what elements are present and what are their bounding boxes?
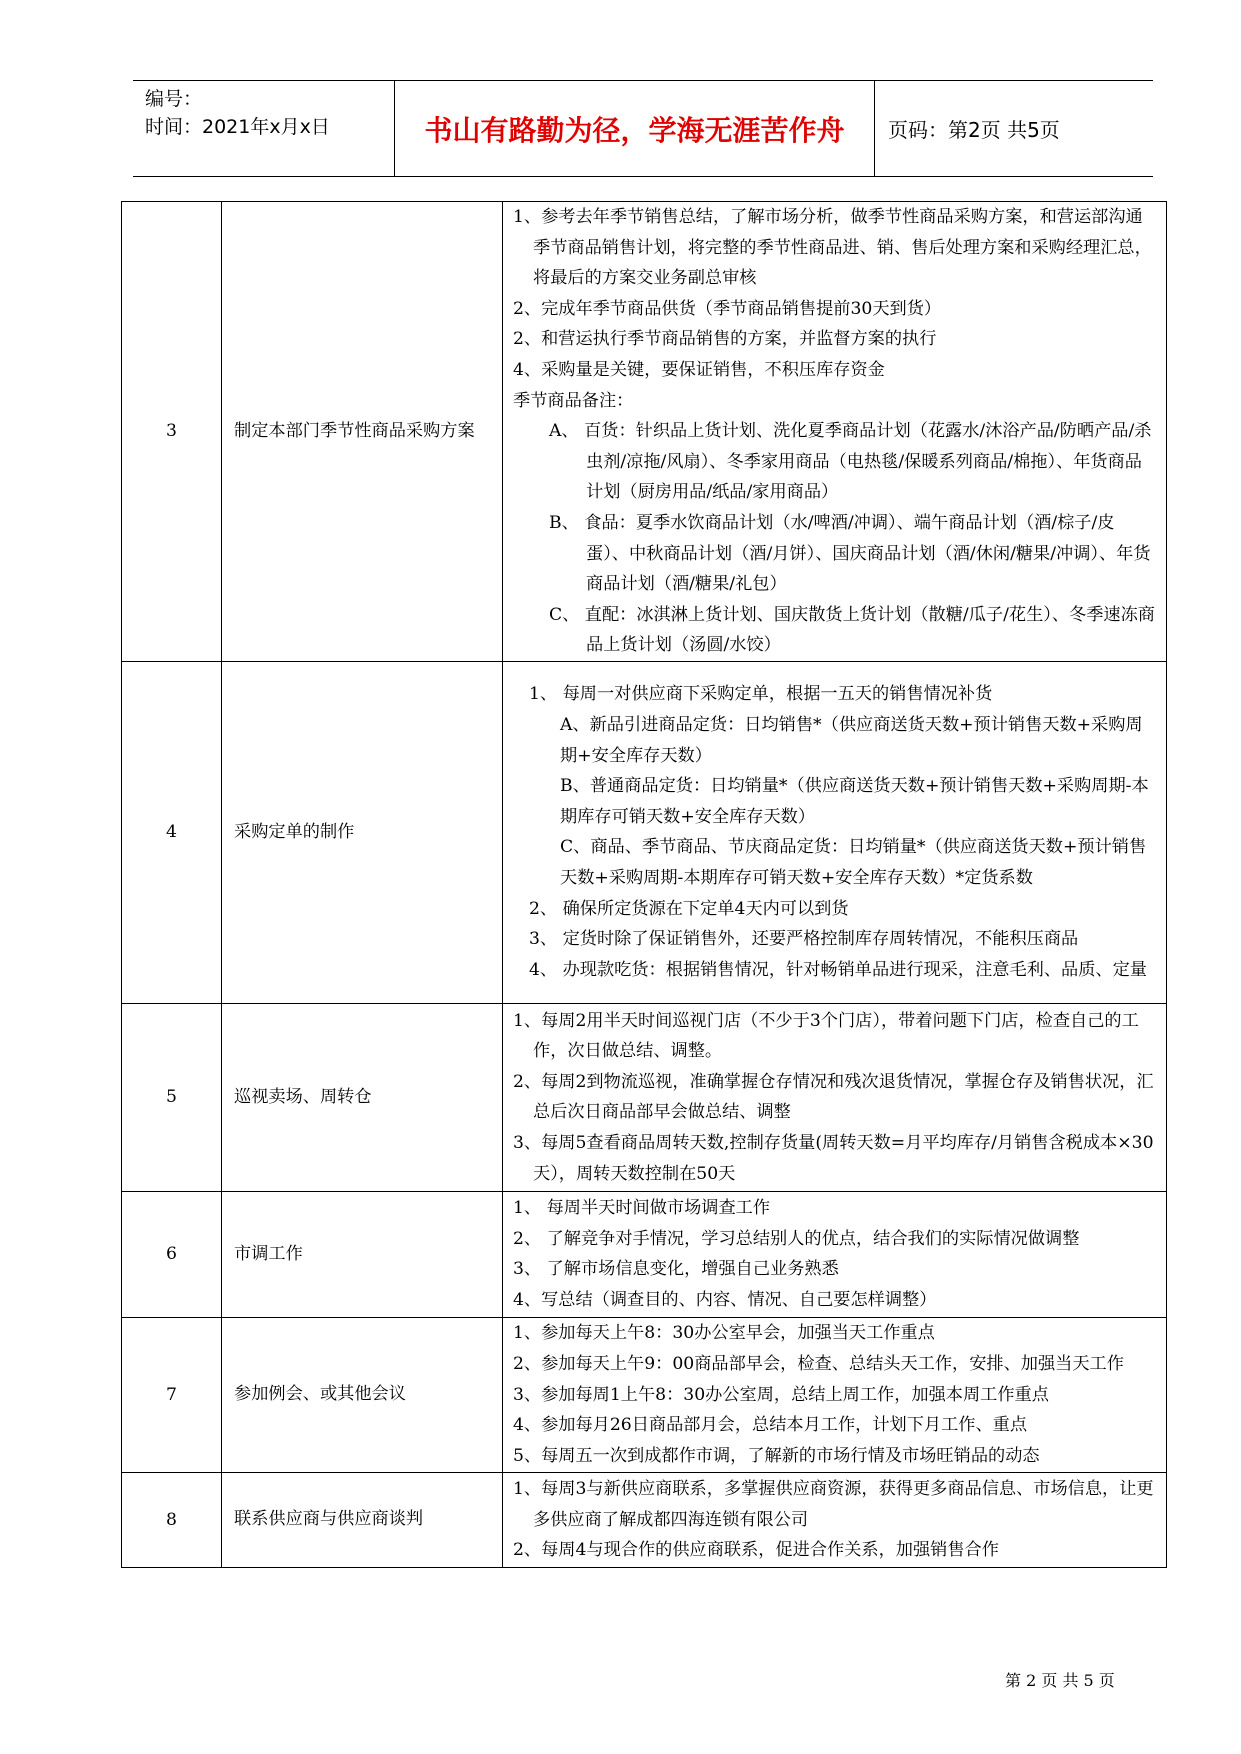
table-row <box>122 1191 1167 1317</box>
row-number: 4 <box>122 661 222 1003</box>
duty-table <box>121 201 1167 1568</box>
table-row <box>122 1003 1167 1191</box>
content-line: 1、 每周一对供应商下采购定单，根据一五天的销售情况补货 <box>529 684 993 705</box>
row-number: 8 <box>122 1472 222 1567</box>
row-title: 采购定单的制作 <box>222 661 503 1003</box>
row-title: 巡视卖场、周转仓 <box>222 1003 503 1191</box>
content-line: C、商品、季节商品、节庆商品定货：日均销量*（供应商送货天数+预计销售天数+采购周期-本期库存可销天数+安全库存天数）*定货系数 <box>560 837 1147 888</box>
content-line: 5、每周五一次到成都作市调，了解新的市场行情及市场旺销品的动态 <box>513 1445 1040 1466</box>
content-line: 2、每周4与现合作的供应商联系，促进合作关系，加强销售合作 <box>513 1540 999 1561</box>
content-line: 1、每周3与新供应商联系，多掌握供应商资源，获得更多商品信息、市场信息，让更多供应商了解成都四海连锁有限公司 <box>513 1479 1154 1530</box>
row-title: 市调工作 <box>222 1191 503 1317</box>
content-line: 2、和营运执行季节商品销售的方案，并监督方案的执行 <box>513 329 937 350</box>
content-line: 3、参加每周1上午8：30办公室周，总结上周工作，加强本周工作重点 <box>513 1384 1049 1405</box>
row-content <box>503 1191 1167 1317</box>
content-line: B、 食品：夏季水饮商品计划（水/啤酒/冲调）、端午商品计划（酒/棕子/皮蛋）、中秋商品计划（酒/月饼）、国庆商品计划（酒/休闲/糖果/冲调）、年货商品计划（酒/糖果/礼包） <box>549 512 1151 595</box>
header-motto: 书山有路勤为径，学海无涯苦作舟 <box>394 81 875 176</box>
content-line: 2、 了解竞争对手情况，学习总结别人的优点，结合我们的实际情况做调整 <box>513 1228 1080 1249</box>
row-number: 5 <box>122 1003 222 1191</box>
row-title: 联系供应商与供应商谈判 <box>222 1472 503 1567</box>
table-row <box>122 661 1167 1003</box>
content-line: 2、 确保所定货源在下定单4天内可以到货 <box>529 898 849 919</box>
content-line: A、新品引进商品定货：日均销售*（供应商送货天数+预计销售天数+采购周期+安全库存天数） <box>560 715 1143 766</box>
row-title: 制定本部门季节性商品采购方案 <box>222 202 503 662</box>
content-line: C、 直配：冰淇淋上货计划、国庆散货上货计划（散糖/瓜子/花生）、冬季速冻商品上货计划（汤圆/水饺） <box>549 604 1155 656</box>
content-line: 1、参加每天上午8：30办公室早会，加强当天工作重点 <box>513 1323 935 1344</box>
content-line: 4、写总结（调查目的、内容、情况、自己要怎样调整） <box>513 1290 937 1310</box>
row-number: 6 <box>122 1191 222 1317</box>
row-number: 7 <box>122 1317 222 1472</box>
content-line: 2、参加每天上午9：00商品部早会，检查、总结头天工作，安排、加强当天工作 <box>513 1354 1124 1375</box>
header-page-info: 页码：第2页 共5页 <box>888 118 1060 142</box>
content-line: 3、 了解市场信息变化，增强自己业务熟悉 <box>513 1259 839 1280</box>
content-line: 1、 每周半天时间做市场调查工作 <box>513 1198 771 1219</box>
content-line: 4、 办现款吃货：根据销售情况，针对畅销单品进行现采，注意毛利、品质、定量 <box>529 959 1147 980</box>
content-line: 4、参加每月26日商品部月会，总结本月工作，计划下月工作、重点 <box>513 1415 1028 1436</box>
table-row <box>122 1317 1167 1472</box>
row-number: 3 <box>122 202 222 662</box>
page-footer: 第 2 页 共 5 页 <box>1005 1671 1115 1690</box>
content-line: 3、每周5查看商品周转天数,控制存货量(周转天数=月平均库存/月销售含税成本×30天），周转天数控制在50天 <box>513 1133 1154 1184</box>
row-content <box>503 1003 1167 1191</box>
content-line: 1、参考去年季节销售总结，了解市场分析，做季节性商品采购方案，和营运部沟通季节商品销售计划，将完整的季节性商品进、销、售后处理方案和采购经理汇总，将最后的方案交业务副总审核 <box>513 207 1152 289</box>
content-line: 2、每周2到物流巡视，准确掌握仓存情况和残次退货情况，掌握仓存及销售状况，汇总后次日商品部早会做总结、调整 <box>513 1071 1154 1123</box>
content-line: 4、采购量是关键，要保证销售，不积压库存资金 <box>513 359 885 380</box>
time-label: 时间：2021年x月x日 <box>145 116 330 138</box>
content-line: 季节商品备注： <box>513 390 634 411</box>
row-content <box>503 1472 1167 1567</box>
header-meta <box>133 81 405 176</box>
content-line: 1、每周2用半天时间巡视门店（不少于3个门店），带着问题下门店，检查自己的工作，次日做总结、调整。 <box>513 1010 1139 1062</box>
content-line: 3、 定货时除了保证销售外，还要严格控制库存周转情况，不能积压商品 <box>529 929 1079 950</box>
table-row <box>122 202 1167 662</box>
content-line: A、 百货：针织品上货计划、洗化夏季商品计划（花露水/沐浴产品/防晒产品/杀虫剂/凉拖/风扇）、冬季家用商品（电热毯/保暖系列商品/棉拖）、年货商品计划（厨房用品/纸品/家用商品） <box>549 421 1152 503</box>
row-content <box>503 661 1167 1003</box>
content-line: 2、完成年季节商品供货（季节商品销售提前30天到货） <box>513 298 942 319</box>
row-content <box>503 202 1167 662</box>
table-row <box>122 1472 1167 1567</box>
row-title: 参加例会、或其他会议 <box>222 1317 503 1472</box>
page-header <box>133 80 1153 177</box>
number-label: 编号： <box>145 88 203 110</box>
content-line: B、普通商品定货：日均销量*（供应商送货天数+预计销售天数+采购周期-本期库存可销天数+安全库存天数） <box>560 776 1149 827</box>
row-content <box>503 1317 1167 1472</box>
